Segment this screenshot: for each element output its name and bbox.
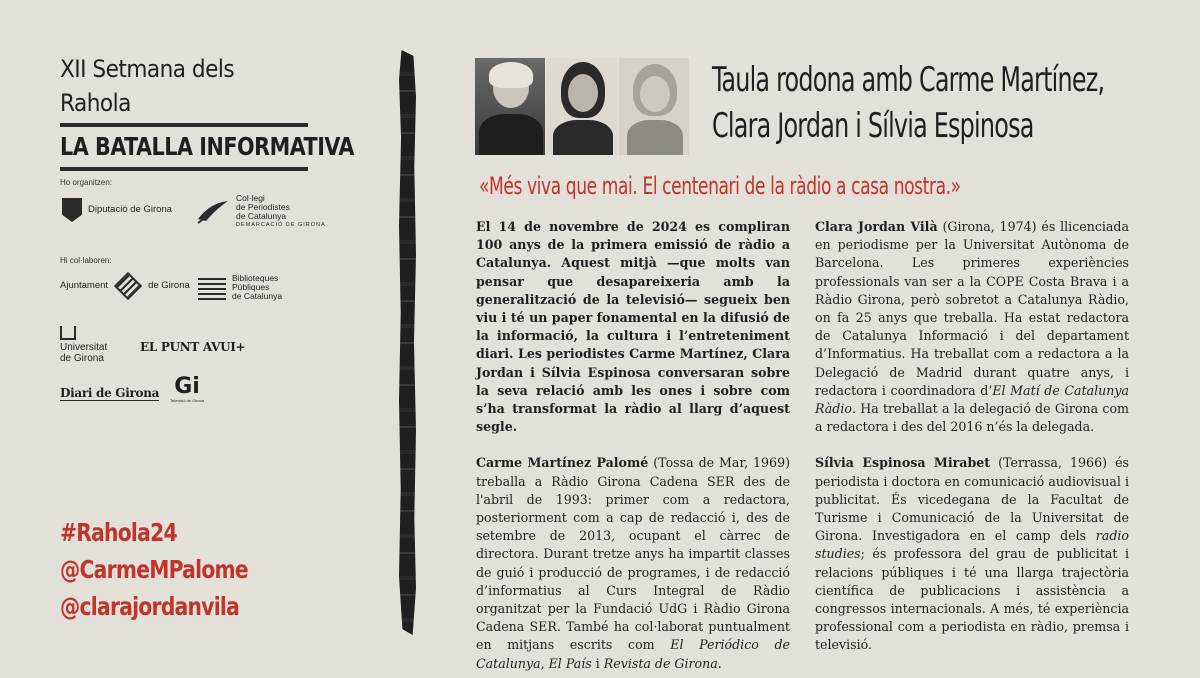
hashtags xyxy=(60,514,269,625)
col-legi-line4: DEMARCACIÓ DE GIRONA xyxy=(236,222,326,228)
udg-logo xyxy=(60,326,107,364)
handle-carme[interactable]: @CarmeMPalome xyxy=(60,555,248,584)
headline xyxy=(712,57,1152,149)
bio-clara: Clara Jordan Vilà (Girona, 1974) és llicenciada en periodisme per la Universitat Autònoma de Barcelona. Les primeres experiències professionals van ser a la COPE Costa Brava i a Ràdio Girona, però sobretot a Catalunya Ràdio, on fa 25 anys que treballa. Ha estat redactora de Catalunya Informació i del departament d’Informatius. Ha treballat com a redactora a la Delegació de Madrid durant quatre anys, i redactora i coordinadora d’El Matí de Catalunya Ràdio. Ha treballat a la delegació de Girona com a redactora i des del 2016 n’és la delegada. xyxy=(815,219,1129,435)
shield-icon xyxy=(62,198,82,222)
bars-icon xyxy=(198,276,226,300)
col-legi-line3: de Catalunya xyxy=(236,211,287,221)
ajuntament-text-a: Ajuntament xyxy=(60,280,109,291)
bio-carme-name: Carme Martínez Palomé xyxy=(476,455,649,471)
text-column-right xyxy=(815,218,1129,673)
diputacio-logo xyxy=(62,198,172,222)
hashtag-rahola24[interactable]: #Rahola24 xyxy=(60,518,177,547)
bio-clara-name: Clara Jordan Vilà xyxy=(815,219,938,234)
event-title-line2: LA BATALLA INFORMATIVA xyxy=(60,132,354,161)
elpunt-logo xyxy=(140,340,245,354)
collaborators-label: Hi col·laboren: xyxy=(60,256,112,265)
speaker-photos xyxy=(475,58,689,155)
ajuntament-logo xyxy=(60,276,190,296)
udg-emblem-icon xyxy=(60,326,76,340)
subtitle xyxy=(479,172,1159,200)
photo-carme xyxy=(475,58,545,155)
diputacio-name: Diputació de Girona xyxy=(88,204,172,215)
diari-name: Diari de Girona xyxy=(60,386,160,400)
udg-line2: de Girona xyxy=(60,353,104,364)
col-legi-line1: Col·legi xyxy=(236,193,265,203)
biblioteques-line2: Públiques xyxy=(232,282,270,292)
event-title xyxy=(60,52,354,171)
photo-silvia xyxy=(619,58,689,155)
gi-logo xyxy=(170,376,204,403)
subtitle-text: «Més viva que mai. El centenari de la ràdio a casa nostra.» xyxy=(479,172,961,200)
brush-stroke-divider xyxy=(399,50,416,635)
handle-clara[interactable]: @clarajordanvila xyxy=(60,592,240,621)
title-rule-bottom xyxy=(60,167,308,171)
elpunt-name: EL PUNT AVUI+ xyxy=(140,340,246,354)
event-title-line1: XII Setmana dels Rahola xyxy=(60,55,235,117)
biblioteques-line1: Biblioteques xyxy=(232,273,279,283)
gi-mark: Gi xyxy=(174,374,200,399)
udg-line1: Universitat xyxy=(60,342,108,353)
headline-line1: Taula rodona amb Carme Martínez, xyxy=(712,60,1105,100)
organizers-label: Ho organitzen: xyxy=(60,178,113,187)
bio-silvia: Sílvia Espinosa Mirabet (Terrassa, 1966) és periodista i doctora en comunicació audiovisual i publicitat. És vicedegana de la Facultat de Turisme i Comunicació de la Universitat de Girona. Investigadora en el camp dels radio studies; és professora del grau de publicitat i relacions públiques i té una llarga trajectòria científica de publicacions i assistència a congressos internacionals. A més, té experiència professional com a periodista en ràdio, premsa i televisió. xyxy=(815,455,1129,653)
col-legi-logo xyxy=(196,194,326,230)
title-rule xyxy=(60,123,308,127)
biblioteques-line3: de Catalunya xyxy=(232,291,283,301)
col-legi-line2: de Periodistes xyxy=(236,202,290,212)
text-column-left xyxy=(476,218,790,678)
diari-logo xyxy=(60,386,159,401)
ajuntament-text-b: de Girona xyxy=(148,280,190,291)
gi-sub: Televisió de Girona xyxy=(170,398,205,403)
headline-line2: Clara Jordan i Sílvia Espinosa xyxy=(712,106,1034,146)
intro-paragraph: El 14 de novembre de 2024 es compliran 100 anys de la primera emissió de ràdio a Catalunya. Aquest mitjà —que molts van pensar que desapareixeria amb la generalització de la televisió— segueix ben viu i té un paper fonamental en la difusió de la informació, la cultura i l’entreteniment diari. Les periodistes Carme Martínez, Clara Jordan i Sílvia Espinosa conversaran sobre la seva relació amb les ones i sobre com s’ha transformat la ràdio al llarg d’aquest segle. xyxy=(476,219,790,435)
bio-silvia-name: Sílvia Espinosa Mirabet xyxy=(815,455,991,471)
left-panel xyxy=(0,0,390,678)
quill-icon xyxy=(196,199,230,225)
ajuntament-emblem-icon xyxy=(114,272,142,300)
bio-carme: Carme Martínez Palomé (Tossa de Mar, 1969) treballa a Ràdio Girona Cadena SER des de l'abril de 1993: primer com a redactora, posteriorment com a cap de redacció i, des de setembre de 2013, ocupant el càrrec de directora. Durant tretze anys ha impartit classes de guió i producció de programes, i de redacció d’informatius al Curs Integral de Ràdio organitzat per la Fundació UdG i Ràdio Girona Cadena SER. També ha col·laborat puntualment en mitjans escrits com El Periódico de Catalunya, El País i Revista de Girona. xyxy=(476,455,790,671)
photo-clara xyxy=(547,58,617,155)
biblioteques-logo xyxy=(198,274,282,301)
